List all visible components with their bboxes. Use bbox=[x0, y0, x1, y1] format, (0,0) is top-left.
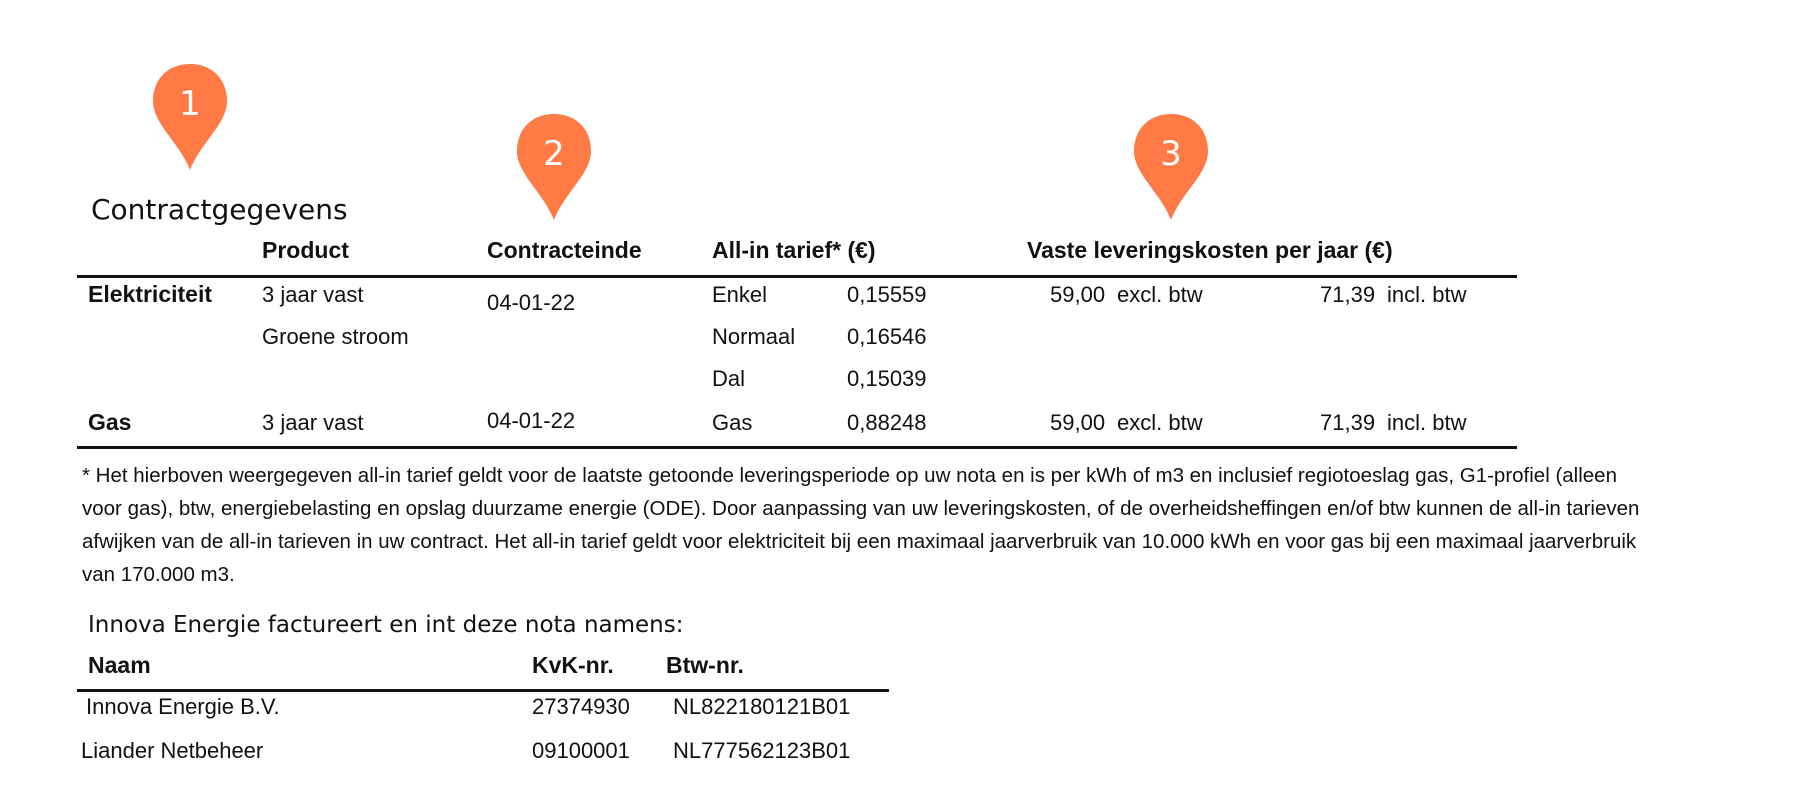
electricity-contract-end: 04-01-22 bbox=[487, 290, 576, 315]
tariff-name-enkel: Enkel bbox=[712, 282, 768, 307]
billing-header-kvk: KvK-nr. bbox=[532, 652, 614, 678]
header-all-in-tariff: All-in tarief* (€) bbox=[712, 237, 876, 263]
contract-section-title: Contractgegevens bbox=[91, 193, 348, 226]
header-fixed-costs: Vaste leveringskosten per jaar (€) bbox=[1027, 237, 1393, 263]
billing-kvk-1: 27374930 bbox=[532, 694, 630, 719]
tariff-value-enkel: 0,15559 bbox=[847, 282, 927, 307]
electricity-fixed-excl-amount: 59,00 bbox=[1050, 282, 1106, 307]
electricity-product: 3 jaar vast bbox=[262, 282, 364, 307]
table-top-rule bbox=[77, 275, 1517, 278]
gas-product: 3 jaar vast bbox=[262, 410, 364, 435]
electricity-fixed-incl-label: incl. btw bbox=[1387, 282, 1467, 307]
billing-name-2: Liander Netbeheer bbox=[81, 738, 264, 763]
billing-kvk-2: 09100001 bbox=[532, 738, 630, 763]
billing-table-rule bbox=[77, 689, 889, 692]
tariff-name-dal: Dal bbox=[712, 366, 746, 391]
header-contract-end: Contracteinde bbox=[487, 237, 642, 263]
tariff-footnote: * Het hierboven weergegeven all-in tarief geldt voor de laatste getoonde leveringsperiode op uw nota en is per kWh of m3 en inclusief regiotoeslag gas, G1-profiel (alleen voor gas), btw, energiebelasting en opslag duurzame energie (ODE). Door aanpassing van uw leveringskosten, of de overheidsheffingen en/of btw kunnen de all-in tarieven afwijken van de all-in tarieven in uw contract. Het all-in tarief geldt voor elektriciteit bij een maximaal jaarverbruik van 10.000 kWh en voor gas bij een maximaal jaarverbruik van 170.000 m3. bbox=[82, 464, 1640, 586]
gas-fixed-excl-amount: 59,00 bbox=[1050, 410, 1106, 435]
tariff-name-normaal: Normaal bbox=[712, 324, 796, 349]
tariff-value-dal: 0,15039 bbox=[847, 366, 927, 391]
marker-number: 2 bbox=[543, 134, 565, 174]
header-product: Product bbox=[262, 237, 349, 263]
tariff-value-normaal: 0,16546 bbox=[847, 324, 927, 349]
gas-contract-end: 04-01-22 bbox=[487, 408, 576, 433]
marker-number: 1 bbox=[179, 84, 201, 124]
billing-header-btw: Btw-nr. bbox=[666, 652, 744, 678]
billing-header-name: Naam bbox=[88, 652, 151, 678]
location-marker-2 bbox=[515, 112, 593, 222]
electricity-fixed-incl-amount: 71,39 bbox=[1320, 282, 1376, 307]
gas-fixed-excl-label: excl. btw bbox=[1117, 410, 1203, 435]
location-marker-1 bbox=[151, 62, 229, 172]
gas-fixed-incl-label: incl. btw bbox=[1387, 410, 1467, 435]
marker-number: 3 bbox=[1160, 134, 1182, 174]
billing-section-title: Innova Energie factureert en int deze nota namens: bbox=[88, 612, 684, 638]
row-label-gas: Gas bbox=[88, 409, 132, 435]
table-bottom-rule bbox=[77, 446, 1517, 449]
electricity-product-type: Groene stroom bbox=[262, 324, 409, 349]
billing-name-1: Innova Energie B.V. bbox=[86, 694, 280, 719]
location-marker-3 bbox=[1132, 112, 1210, 222]
row-label-electricity: Elektriciteit bbox=[88, 281, 212, 307]
electricity-fixed-excl-label: excl. btw bbox=[1117, 282, 1203, 307]
tariff-name-gas: Gas bbox=[712, 410, 753, 435]
gas-fixed-incl-amount: 71,39 bbox=[1320, 410, 1376, 435]
billing-btw-1: NL822180121B01 bbox=[673, 694, 851, 719]
tariff-value-gas: 0,88248 bbox=[847, 410, 927, 435]
billing-btw-2: NL777562123B01 bbox=[673, 738, 851, 763]
